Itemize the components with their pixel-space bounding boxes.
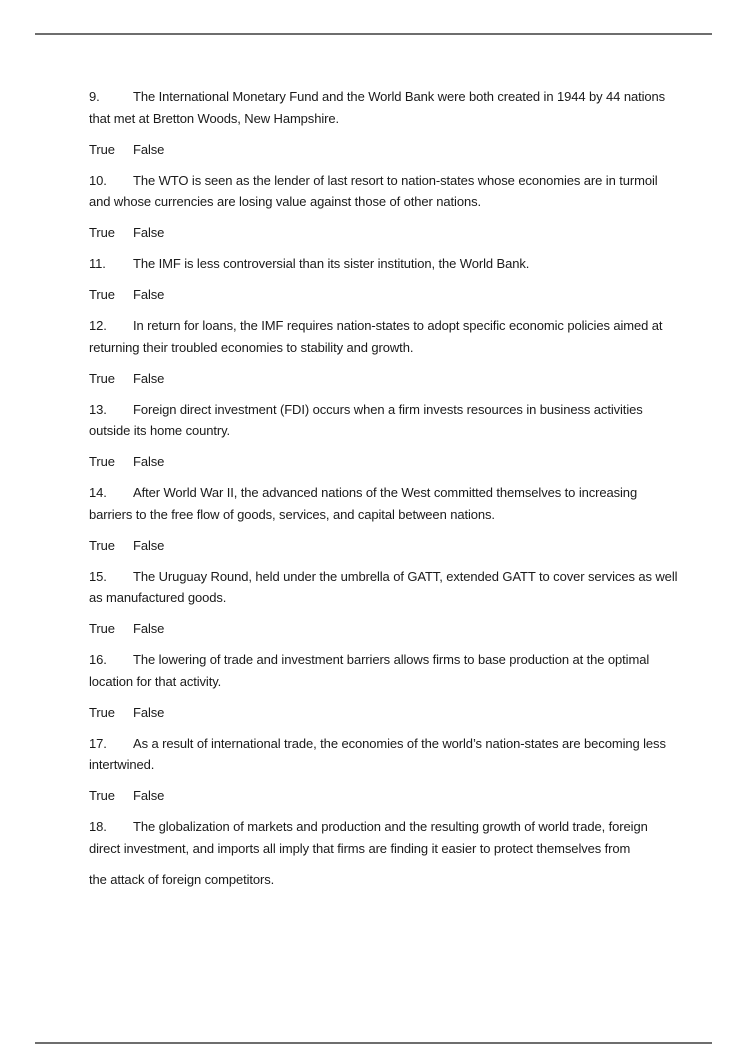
question-item bbox=[89, 649, 719, 723]
question-text: intertwined. bbox=[89, 757, 155, 772]
question-number: 18. bbox=[89, 819, 107, 834]
question-text-line bbox=[89, 86, 719, 108]
question-text: the attack of foreign competitors. bbox=[89, 871, 275, 887]
option-true: True bbox=[89, 454, 115, 469]
question-number: 11. bbox=[89, 256, 106, 271]
question-text: After World War II, the advanced nations of the West committed themselves to increasing bbox=[133, 485, 638, 500]
option-false: False bbox=[133, 621, 165, 636]
question-paragraph bbox=[89, 315, 719, 358]
option-false: False bbox=[133, 225, 165, 240]
question-paragraph bbox=[89, 649, 719, 692]
answer-options bbox=[89, 284, 719, 306]
question-text: The WTO is seen as the lender of last resort to nation-states whose economies are in turmoil bbox=[133, 172, 658, 188]
option-true: True bbox=[89, 537, 115, 553]
question-text: location for that activity. bbox=[89, 673, 222, 689]
question-text-line bbox=[89, 587, 719, 609]
top-rule bbox=[35, 33, 712, 35]
question-text-line bbox=[89, 816, 719, 838]
bottom-rule bbox=[35, 1042, 712, 1044]
question-text: and whose currencies are losing value against those of other nations. bbox=[89, 194, 482, 209]
question-text: as manufactured goods. bbox=[89, 590, 227, 605]
question-number: 15. bbox=[89, 568, 107, 584]
option-true: True bbox=[89, 621, 115, 636]
question-number: 12. bbox=[89, 318, 107, 333]
question-text-line bbox=[89, 170, 719, 192]
option-false: False bbox=[133, 454, 165, 469]
option-true: True bbox=[89, 225, 115, 240]
answer-options bbox=[89, 451, 719, 473]
option-false: False bbox=[133, 141, 165, 157]
question-item bbox=[89, 482, 719, 556]
question-text-line bbox=[89, 733, 719, 755]
question-text: The Uruguay Round, held under the umbrella of GATT, extended GATT to cover services as well bbox=[133, 568, 678, 584]
option-true: True bbox=[89, 788, 115, 803]
question-text: returning their troubled economies to stability and growth. bbox=[89, 339, 414, 355]
option-true: True bbox=[89, 370, 115, 386]
question-paragraph bbox=[89, 566, 719, 609]
question-text-line bbox=[89, 191, 719, 213]
question-text-line bbox=[89, 315, 719, 337]
question-number: 16. bbox=[89, 652, 107, 667]
answer-options bbox=[89, 535, 719, 557]
question-text-line bbox=[89, 671, 719, 693]
question-item bbox=[89, 816, 719, 890]
question-text-line bbox=[89, 337, 719, 359]
question-number: 13. bbox=[89, 401, 107, 417]
question-text-line bbox=[89, 504, 719, 526]
question-number: 9. bbox=[89, 89, 100, 104]
answer-options bbox=[89, 139, 719, 161]
question-text-line bbox=[89, 420, 719, 442]
question-text: barriers to the free flow of goods, services, and capital between nations. bbox=[89, 506, 495, 522]
question-text-line bbox=[89, 869, 719, 891]
question-text: direct investment, and imports all imply that firms are finding it easier to protect themselves from bbox=[89, 840, 631, 856]
question-paragraph bbox=[89, 399, 719, 442]
question-item bbox=[89, 315, 719, 389]
question-paragraph bbox=[89, 482, 719, 525]
option-false: False bbox=[133, 704, 165, 720]
answer-options bbox=[89, 785, 719, 807]
question-item bbox=[89, 86, 719, 160]
question-text-line bbox=[89, 838, 719, 860]
question-text: that met at Bretton Woods, New Hampshire. bbox=[89, 110, 339, 126]
question-item bbox=[89, 399, 719, 473]
option-true: True bbox=[89, 704, 115, 720]
option-false: False bbox=[133, 788, 165, 803]
option-false: False bbox=[133, 537, 165, 553]
question-item bbox=[89, 733, 719, 807]
question-text: The lowering of trade and investment barriers allows firms to base production at the optimal bbox=[133, 652, 650, 667]
option-false: False bbox=[133, 287, 165, 302]
question-text-line bbox=[89, 649, 719, 671]
question-paragraph bbox=[89, 253, 719, 275]
question-paragraph bbox=[89, 816, 719, 859]
question-text-line bbox=[89, 108, 719, 130]
question-text-line bbox=[89, 482, 719, 504]
question-number: 10. bbox=[89, 172, 107, 188]
question-paragraph bbox=[89, 733, 719, 776]
answer-options bbox=[89, 368, 719, 390]
question-text: The International Monetary Fund and the World Bank were both created in 1944 by 44 nations bbox=[133, 89, 666, 104]
question-text: The IMF is less controversial than its sister institution, the World Bank. bbox=[133, 256, 530, 271]
question-paragraph bbox=[89, 869, 719, 891]
question-text: The globalization of markets and production and the resulting growth of world trade, foreign bbox=[133, 819, 648, 834]
question-text-line bbox=[89, 566, 719, 588]
question-number: 14. bbox=[89, 485, 107, 500]
question-list bbox=[89, 86, 719, 900]
question-text: As a result of international trade, the economies of the world’s nation-states are becoming less bbox=[133, 735, 666, 751]
question-text: In return for loans, the IMF requires nation-states to adopt specific economic policies aimed at bbox=[133, 318, 663, 333]
option-true: True bbox=[89, 141, 115, 157]
question-text-line bbox=[89, 754, 719, 776]
question-paragraph bbox=[89, 170, 719, 213]
answer-options bbox=[89, 222, 719, 244]
question-item bbox=[89, 170, 719, 244]
question-text: Foreign direct investment (FDI) occurs when a firm invests resources in business activities bbox=[133, 401, 643, 417]
question-number: 17. bbox=[89, 735, 107, 751]
answer-options bbox=[89, 618, 719, 640]
question-text: outside its home country. bbox=[89, 423, 231, 438]
question-paragraph bbox=[89, 86, 719, 129]
option-true: True bbox=[89, 287, 115, 302]
question-item bbox=[89, 566, 719, 640]
question-text-line bbox=[89, 399, 719, 421]
question-text-line bbox=[89, 253, 719, 275]
question-item bbox=[89, 253, 719, 306]
option-false: False bbox=[133, 370, 165, 386]
answer-options bbox=[89, 702, 719, 724]
